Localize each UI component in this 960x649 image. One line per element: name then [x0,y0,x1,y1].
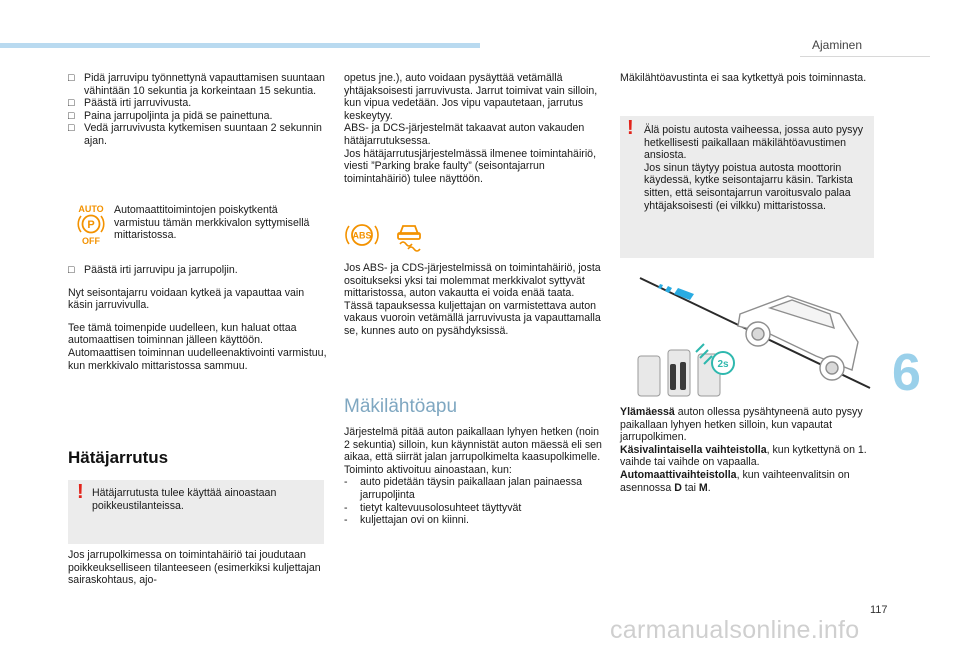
warning-exclamation-icon: ! [627,117,634,139]
condition-text: auto pidetään täysin paikallaan jalan painaessa jarrupoljinta [360,476,583,501]
heading-hill-start-assist: Mäkilähtöapu [344,396,458,417]
column-2-bottom [344,426,606,527]
header-divider [800,56,930,57]
condition-text: kuljettajan ovi on kiinni. [360,514,469,527]
auto-off-note [114,204,314,242]
auto-label: AUTO [78,204,104,214]
heading-emergency-braking: Hätäjarrutus [68,448,169,467]
step-item [68,72,330,97]
paragraph: ABS- ja DCS-järjestelmät takaavat auton vakauden hätäjarrutuksessa. [344,122,585,147]
checkbox-bullet-icon: □ [68,109,75,122]
warning-exclamation-icon: ! [77,481,84,503]
condition-text: tietyt kaltevuusolosuhteet täyttyvät [360,501,522,514]
chapter-number: 6 [892,344,921,402]
checkbox-bullet-icon: □ [68,72,75,84]
paragraph: Toiminto aktivoituu ainoastaan, kun: [344,463,512,476]
paragraph: Järjestelmä pitää auton paikallaan lyhyen hetken (noin 2 sekuntia) silloin, kun käynnistät auton mäessä eli sen aikaa, että siirrät jalan jarrupolkimelta kaasupolkimelle. [344,426,602,464]
column-3-top [620,72,882,85]
auto-off-text: Automaattitoimintojen poiskytkentä varmistuu tämän merkkivalon syttymisellä mittaristossa. [114,204,310,242]
gear-m: M [698,481,708,494]
gear-or: tai [681,481,699,494]
step-item [68,110,330,123]
paragraph: Jos ABS- ja CDS-järjestelmissä on toimintahäiriö, josta osoitukseksi yksi tai molemmat merkkivalot syttyvät mittaristossa, auton vakautta ei voida enää taata. [344,262,601,300]
off-label: OFF [82,236,100,246]
step-text: Vedä jarruvivusta kytkemisen suuntaan 2 sekunnin ajan. [84,122,322,147]
section-title: Ajaminen [812,38,863,52]
step-item [68,122,330,147]
warning-text: Jos sinun täytyy poistua autosta moottorin käydessä, kytke seisontajarru käsin. Tarkista sitten, että seisontajarrun varoitusvalo palaa yhtäjaksoisesti (ei vilkku) mittaristossa. [644,161,853,212]
manual-label: Käsivalintaisella vaihteistolla [620,443,767,456]
column-1-end [68,549,330,587]
checkbox-bullet-icon: □ [68,122,75,135]
step-item [68,97,330,110]
step-text: Paina jarrupoljinta ja pidä se painettuna. [84,109,273,122]
paragraph: Tee tämä toimenpide uudelleen, kun haluat ottaa automaattisen toiminnan jälleen käyttöön. Automaattisen toiminnan uudelleenaktivointi varmistuu, kun merkkivalo mittaristossa sammuu. [68,321,327,372]
hill-start-illustration [620,268,876,402]
paragraph: Jos hätäjarrutusjärjestelmässä ilmenee toimintahäiriö, viesti ”Parking brake faulty” (seisontajarrun toimintahäiriö) tulee näyttöön. [344,147,597,185]
uphill-paragraph [620,406,882,444]
gear-d: D [674,481,682,494]
top-accent-bar [0,43,480,48]
step-text: Päästä irti jarruvivusta. [84,97,192,110]
manual-text: , kun kytkettynä on 1. vaihde tai vaihde on vapaalla. [620,443,867,469]
warning-box-emergency [68,480,324,544]
paragraph: opetus jne.), auto voidaan pysäyttää vetämällä yhtäjaksoisesti jarruvivusta. Jarrut toimivat vain silloin, kun vipua vedetään. Jos vipu vapautetaan, jarrutus keskeytyy. [344,72,598,122]
condition-item: - kuljettajan ovi on kiinni. [344,514,606,527]
stability-control-icon [394,218,424,252]
paragraph: Nyt seisontajarru voidaan kytkeä ja vapauttaa vain käsin jarruvivulla. [68,286,305,312]
condition-item: - tietyt kaltevuusolosuhteet täyttyvät [344,502,606,515]
automatic-paragraph [620,469,882,494]
manual-paragraph [620,444,882,469]
warning-text: Hätäjarrutusta tulee käyttää ainoastaan poikkeustilanteissa. [92,487,277,512]
paragraph: Jos jarrupolkimessa on toimintahäiriö tai joudutaan poikkeukselliseen tilanteeseen (esimerkiksi kuljettajan sairaskohtaus, ajo- [68,549,321,587]
p-label: P [87,219,95,231]
paragraph: Tässä tapauksessa kuljettajan on varmistettava auton vakaus vuoroin vetämällä jarruvivusta ja vapauttamalla se, kunnes auto on pysähdyksissä. [344,299,601,337]
watermark: carmanualsonline.info [610,616,860,644]
paragraph: Mäkilähtöavustinta ei saa kytkettyä pois toiminnasta. [620,72,867,84]
abs-warning-icon [344,220,380,250]
automatic-text: , kun vaihteenvalitsin on asennossa [620,468,850,494]
column-2-middle [344,262,606,338]
condition-item: - auto pidetään täysin paikallaan jalan painaessa jarrupoljinta [344,476,606,501]
step-item [68,264,330,277]
automatic-label: Automaattivaihteistolla [620,468,737,481]
step-text: Pidä jarruvipu työnnettynä vapauttamisen suuntaan vähintään 10 sekuntia ja korkeintaan 15 sekuntia. [84,72,325,97]
abs-label: ABS [352,230,372,241]
uphill-text: auton ollessa pysähtyneenä auto pysyy paikallaan lyhyen hetken silloin, kun vapautat jarrupolkimen. [620,406,863,444]
column-2-top [344,72,606,185]
column-3-bottom [620,406,882,494]
page-number: 117 [870,604,888,616]
column-1-steps [68,72,330,148]
two-seconds-label: 2s [717,359,729,370]
column-1-body [68,264,330,372]
auto-p-off-icon [75,202,107,246]
warning-box-hill-start [620,116,874,258]
step-text: Päästä irti jarruvipu ja jarrupoljin. [84,264,238,276]
warning-text: Älä poistu autosta vaiheessa, jossa auto pysyy hetkellisesti paikallaan mäkilähtöavustimen ansiosta. [644,124,864,162]
checkbox-bullet-icon: □ [68,97,75,110]
uphill-label: Ylämäessä [620,406,675,418]
checkbox-bullet-icon: □ [68,264,75,276]
sentence-end: . [707,481,711,494]
